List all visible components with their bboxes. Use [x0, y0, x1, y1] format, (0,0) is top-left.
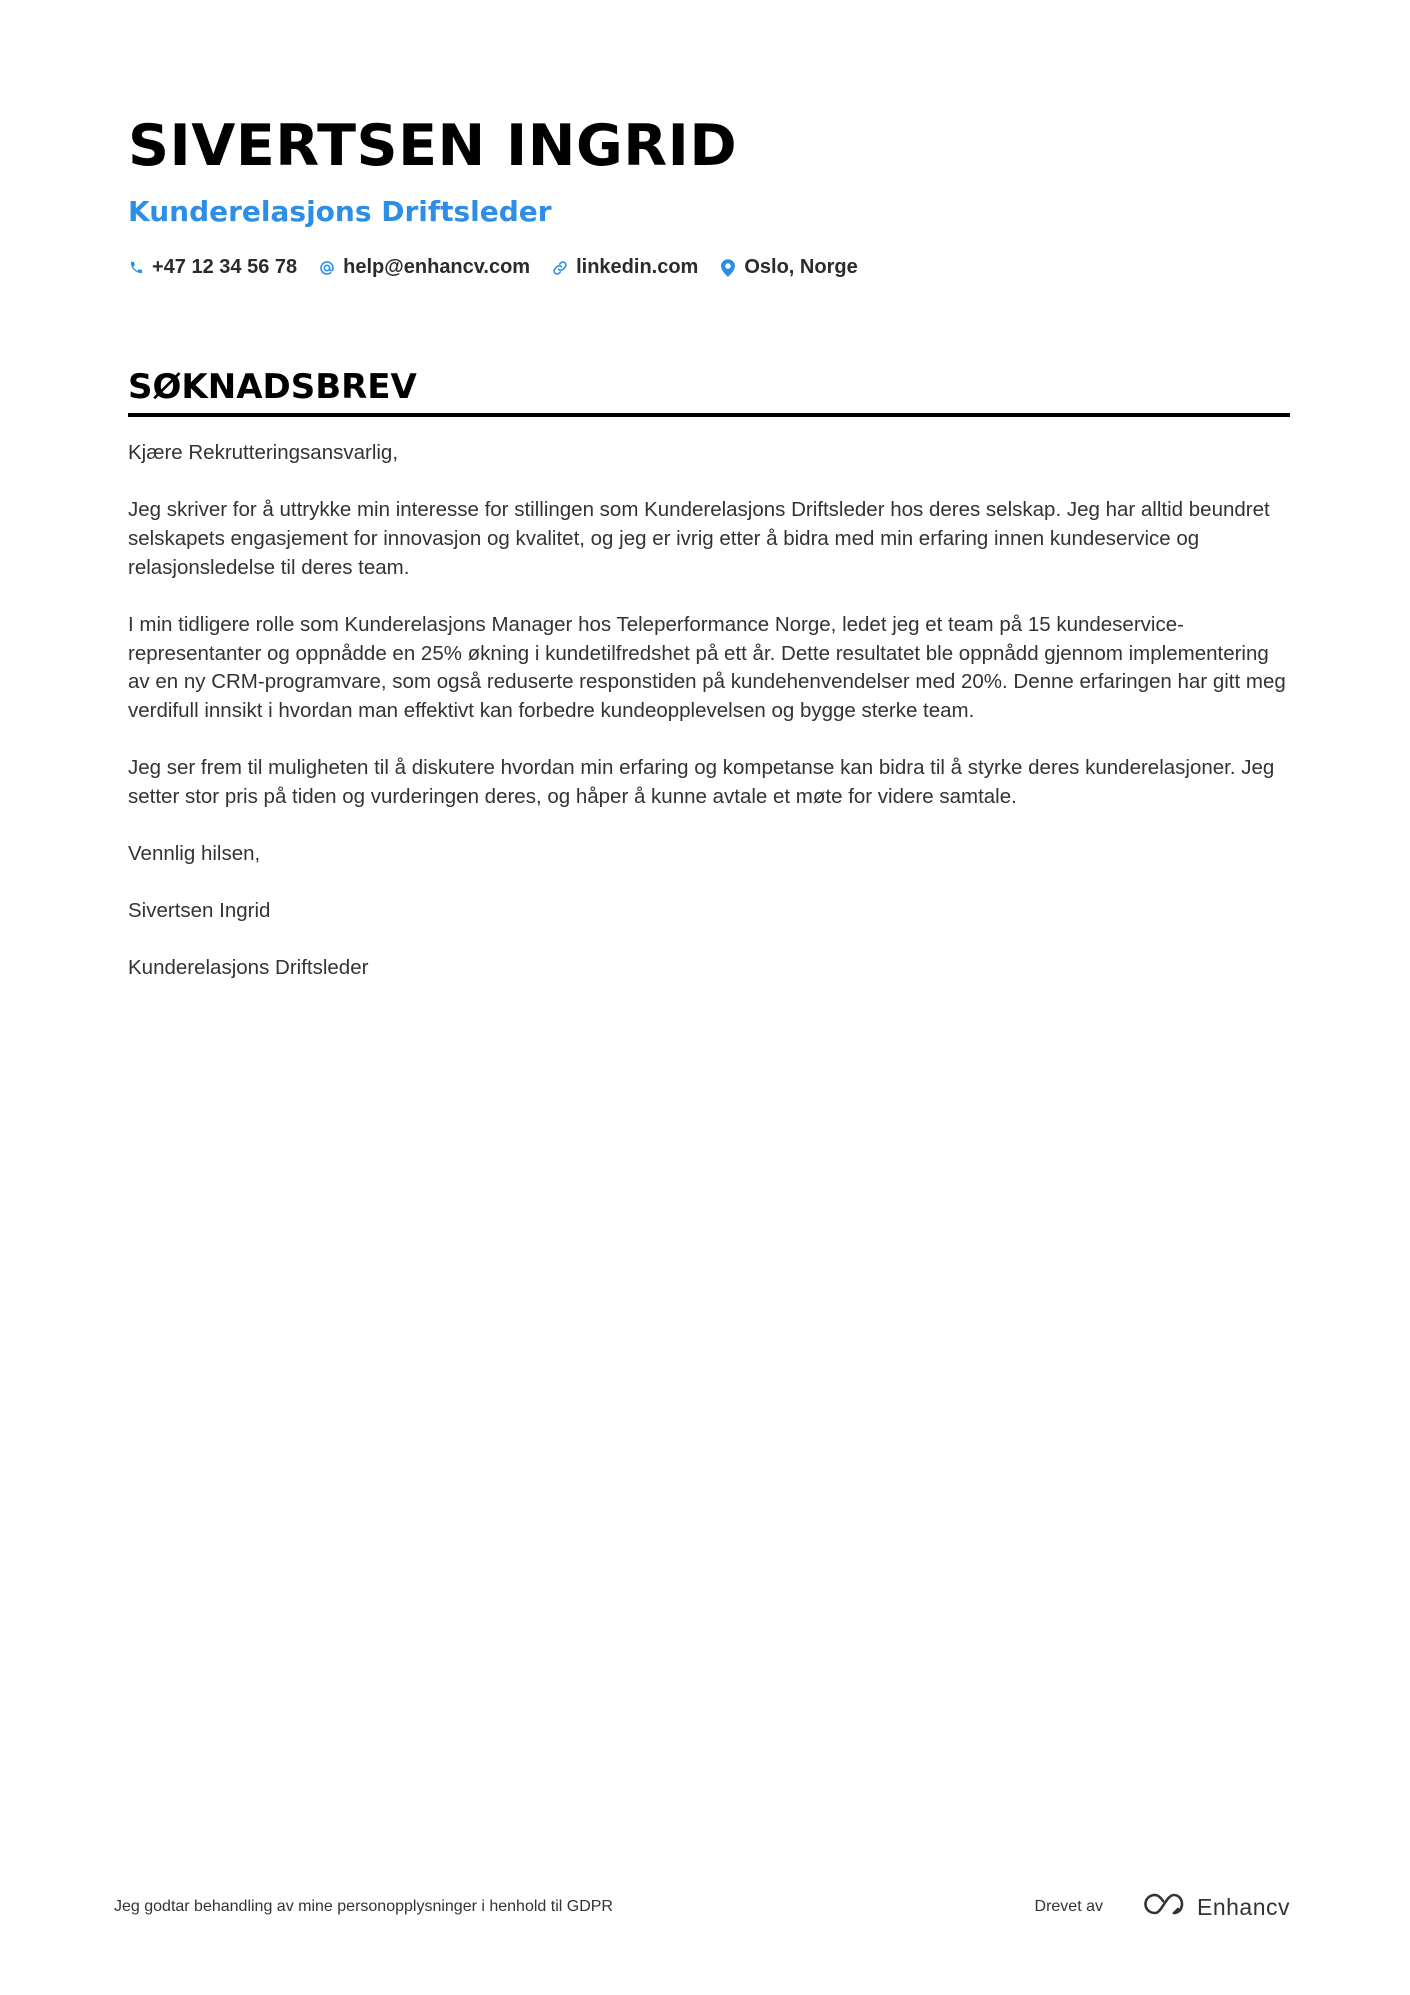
letter-paragraph: I min tidligere rolle som Kunderelasjons Manager hos Teleperformance Norge, ledet jeg et team på 15 kundeservice-representanter og oppnådde en 25% økning i kundetilfredshet på ett år. Dette resultatet ble oppnådd gjennom implementering av en ny CRM-programvare, som også reduserte responstiden på kundehenvendelser med 20%. Denne erfaringen har gitt meg verdifull innsikt i hvordan man effektivt kan forbedre kundeopplevelsen og bygge sterke team.: [128, 612, 1286, 722]
section-title: SØKNADSBREV: [128, 365, 1290, 417]
letter-closing: Vennlig hilsen,: [128, 842, 261, 866]
letter-paragraph: Jeg skriver for å uttrykke min interesse for stillingen som Kunderelasjons Driftsleder hos deres selskap. Jeg har alltid beundret selskapets engasjement for innovasjon og kvalitet, og jeg er ivrig etter å bidra med min erfaring innen kundeservice og relasjonsledelse til deres team.: [128, 498, 1270, 579]
link-icon: [552, 259, 568, 277]
infinity-logo-icon: [1143, 1891, 1189, 1923]
brand-name: Enhancv: [1196, 1893, 1290, 1920]
letter-body: [128, 439, 1290, 983]
location-text: Oslo, Norge: [744, 256, 858, 278]
contact-row: [128, 256, 1290, 279]
letter-greeting: Kjære Rekrutteringsansvarlig,: [128, 441, 399, 464]
signature-title: Kunderelasjons Driftsleder: [128, 956, 369, 980]
gdpr-consent-text: Jeg godtar behandling av mine personopplysninger i henhold til GDPR: [114, 1898, 613, 1915]
applicant-name: SIVERTSEN INGRID: [128, 113, 738, 179]
phone-text: +47 12 34 56 78: [152, 256, 298, 278]
email-text[interactable]: help@enhancv.com: [343, 256, 531, 278]
powered-by-text: Drevet av: [1034, 1898, 1103, 1915]
signature-name: Sivertsen Ingrid: [128, 899, 271, 923]
contact-phone: [128, 256, 297, 279]
contact-email[interactable]: [319, 256, 530, 279]
contact-location: [720, 256, 857, 279]
cover-letter-page: [128, 108, 1290, 1012]
applicant-role: Kunderelasjons Driftsleder: [128, 195, 552, 228]
footer-branding: [1035, 1891, 1290, 1923]
page-footer: [114, 1890, 1290, 1924]
enhancv-logo[interactable]: [1143, 1891, 1290, 1923]
letter-paragraph: Jeg ser frem til muligheten til å diskutere hvordan min erfaring og kompetanse kan bidra til å styrke deres kunderelasjoner. Jeg setter stor pris på tiden og vurderingen deres, og håper å kunne avtale et møte for videre samtale.: [128, 756, 1275, 808]
link-text[interactable]: linkedin.com: [576, 256, 699, 278]
location-pin-icon: [720, 259, 736, 277]
contact-link[interactable]: [552, 256, 698, 279]
phone-icon: [128, 259, 144, 277]
at-icon: [319, 259, 335, 277]
